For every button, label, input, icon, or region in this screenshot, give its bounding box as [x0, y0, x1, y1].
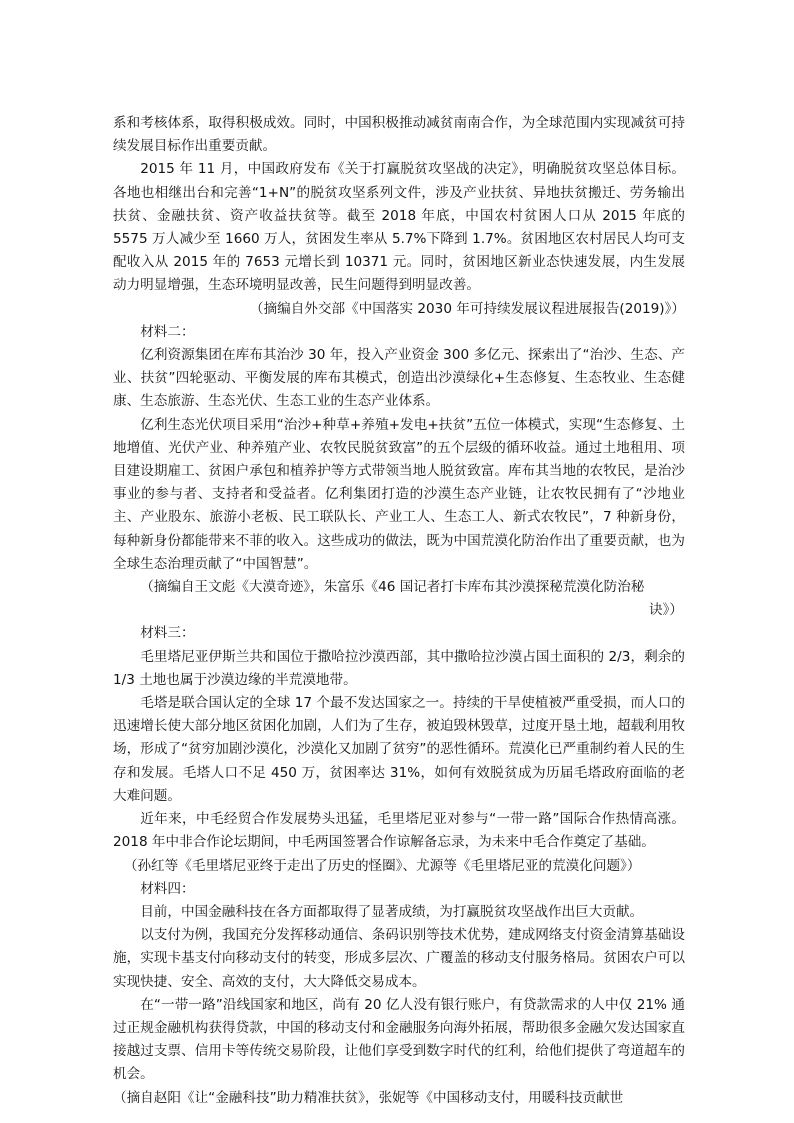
paragraph-elion-group: 亿利资源集团在库布其治沙 30 年，投入产业资金 300 多亿元、探索出了“治沙、生态、产业、扶贫”四轮驱动、平衡发展的库布其模式，创造出沙漠绿化+生态修复、生态牧业、生态健康、生态旅游、生态光伏、生态工业的生态产业体系。: [113, 347, 685, 410]
paragraph-elion-solar: 亿利生态光伏项目采用“治沙+种草+养殖+发电+扶贫”五位一体模式，实现“生态修复、土地增值、光伏产业、种养殖产业、农牧民脱贫致富”的五个层级的循环收益。通过土地租用、项目建设期雇工、贫困户承包和植养护等方式带领当地人脱贫致富。库布其当地的农牧民，是治沙事业的参与者、支持者和受益者。亿利集团打造的沙漠生态产业链，让农牧民拥有了“沙地业主、产业股东、旅游小老板、民工联队长、产业工人、生态工人、新式农牧民”，7 种新身份，每种新身份都能带来不菲的收入。这些成功的做法，既为中国荒漠化防治作出了重要贡献，也为全球生态治理贡献了“中国智慧”。: [113, 416, 685, 572]
heading-material-2: 材料二：: [140, 323, 195, 340]
paragraph-belt-road-finance: 在“一带一路”沿线国家和地区，尚有 20 亿人没有银行账户，有贷款需求的人中仅 21% 通过正规金融机构获得贷款，中国的移动支付和金融服务向海外拓展，帮助很多金融欠发达国家直接越过支票、信用卡等传统交易阶段，让他们享受到数字时代的红利，给他们提供了弯道超车的机会。: [113, 996, 685, 1083]
citation-material-2-line2: 诀》）: [649, 602, 683, 619]
citation-material-1: （摘编自外交部《中国落实 2030 年可持续发展议程进展报告(2019)》）: [249, 300, 685, 317]
paragraph-2015-policy: 2015 年 11 月，中国政府发布《关于打赢脱贫攻坚战的决定》，明确脱贫攻坚总体目标。各地也相继出台和完善“1+N”的脱贫攻坚系列文件，涉及产业扶贫、异地扶贫搬迁、劳务输出扶贫、金融扶贫、资产收益扶贫等。截至 2018 年底，中国农村贫困人口从 2015 年底的 5575 万人减少至 1660 万人，贫困发生率从 5.7%下降到 1.7%。贫困地区农村居民人均可支配收入从 2015 年的 7653 元增长到 10371 元。同时，贫困地区新业态快速发展，内生发展动力明显增强，生态环境明显改善，民生问题得到明显改善。: [113, 161, 685, 294]
paragraph-china-mauritania: 近年来，中毛经贸合作发展势头迅猛，毛里塔尼亚对参与“一带一路”国际合作热情高涨。2018 年中非合作论坛期间，中毛两国签署合作谅解备忘录，为未来中毛合作奠定了基础。: [113, 811, 685, 851]
citation-material-3: （孙红等《毛里塔尼亚终于走出了历史的怪圈》、尤源等《毛里塔尼亚的荒漠化问题》）: [123, 857, 641, 874]
citation-material-4: （摘自赵阳《让“金融科技”助力精准扶贫》，张妮等《中国移动支付，用暖科技贡献世: [113, 1089, 624, 1106]
paragraph-continued: 系和考核体系，取得积极成效。同时，中国积极推动减贫南南合作，为全球范围内实现减贫可持续发展目标作出重要贡献。: [113, 115, 685, 155]
heading-material-4: 材料四：: [140, 880, 195, 897]
paragraph-mauritania-geo: 毛里塔尼亚伊斯兰共和国位于撒哈拉沙漠西部，其中撒哈拉沙漠占国土面积的 2/3，剩余的 1/3 土地也属于沙漠边缘的半荒漠地带。: [113, 648, 685, 688]
heading-material-3: 材料三：: [140, 625, 195, 642]
citation-material-2-line1: （摘编自王文彪《大漠奇迹》，朱富乐《46 国记者打卡库布其沙漠探秘荒漠化防治秘: [140, 579, 645, 596]
document-page: [113, 112, 685, 1110]
paragraph-fintech-intro: 目前，中国金融科技在各方面都取得了显著成绩，为打赢脱贫攻坚战作出巨大贡献。: [140, 903, 644, 920]
paragraph-mobile-payment: 以支付为例，我国充分发挥移动通信、条码识别等技术优势，建成网络支付资金清算基础设施，实现卡基支付向移动支付的转变，形成多层次、广覆盖的移动支付服务格局。贫困农户可以实现快捷、安全、高效的支付，大大降低交易成本。: [113, 927, 685, 990]
paragraph-mauritania-poverty: 毛塔是联合国认定的全球 17 个最不发达国家之一。持续的干旱使植被严重受损，而人口的迅速增长使大部分地区贫困化加剧，人们为了生存，被迫毁林毁草，过度开垦土地，超载利用牧场，形成了“贫穷加剧沙漠化，沙漠化又加剧了贫穷”的恶性循环。荒漠化已严重制约着人民的生存和发展。毛塔人口不足 450 万，贫困率达 31%，如何有效脱贫成为历届毛塔政府面临的老大难问题。: [113, 695, 685, 804]
